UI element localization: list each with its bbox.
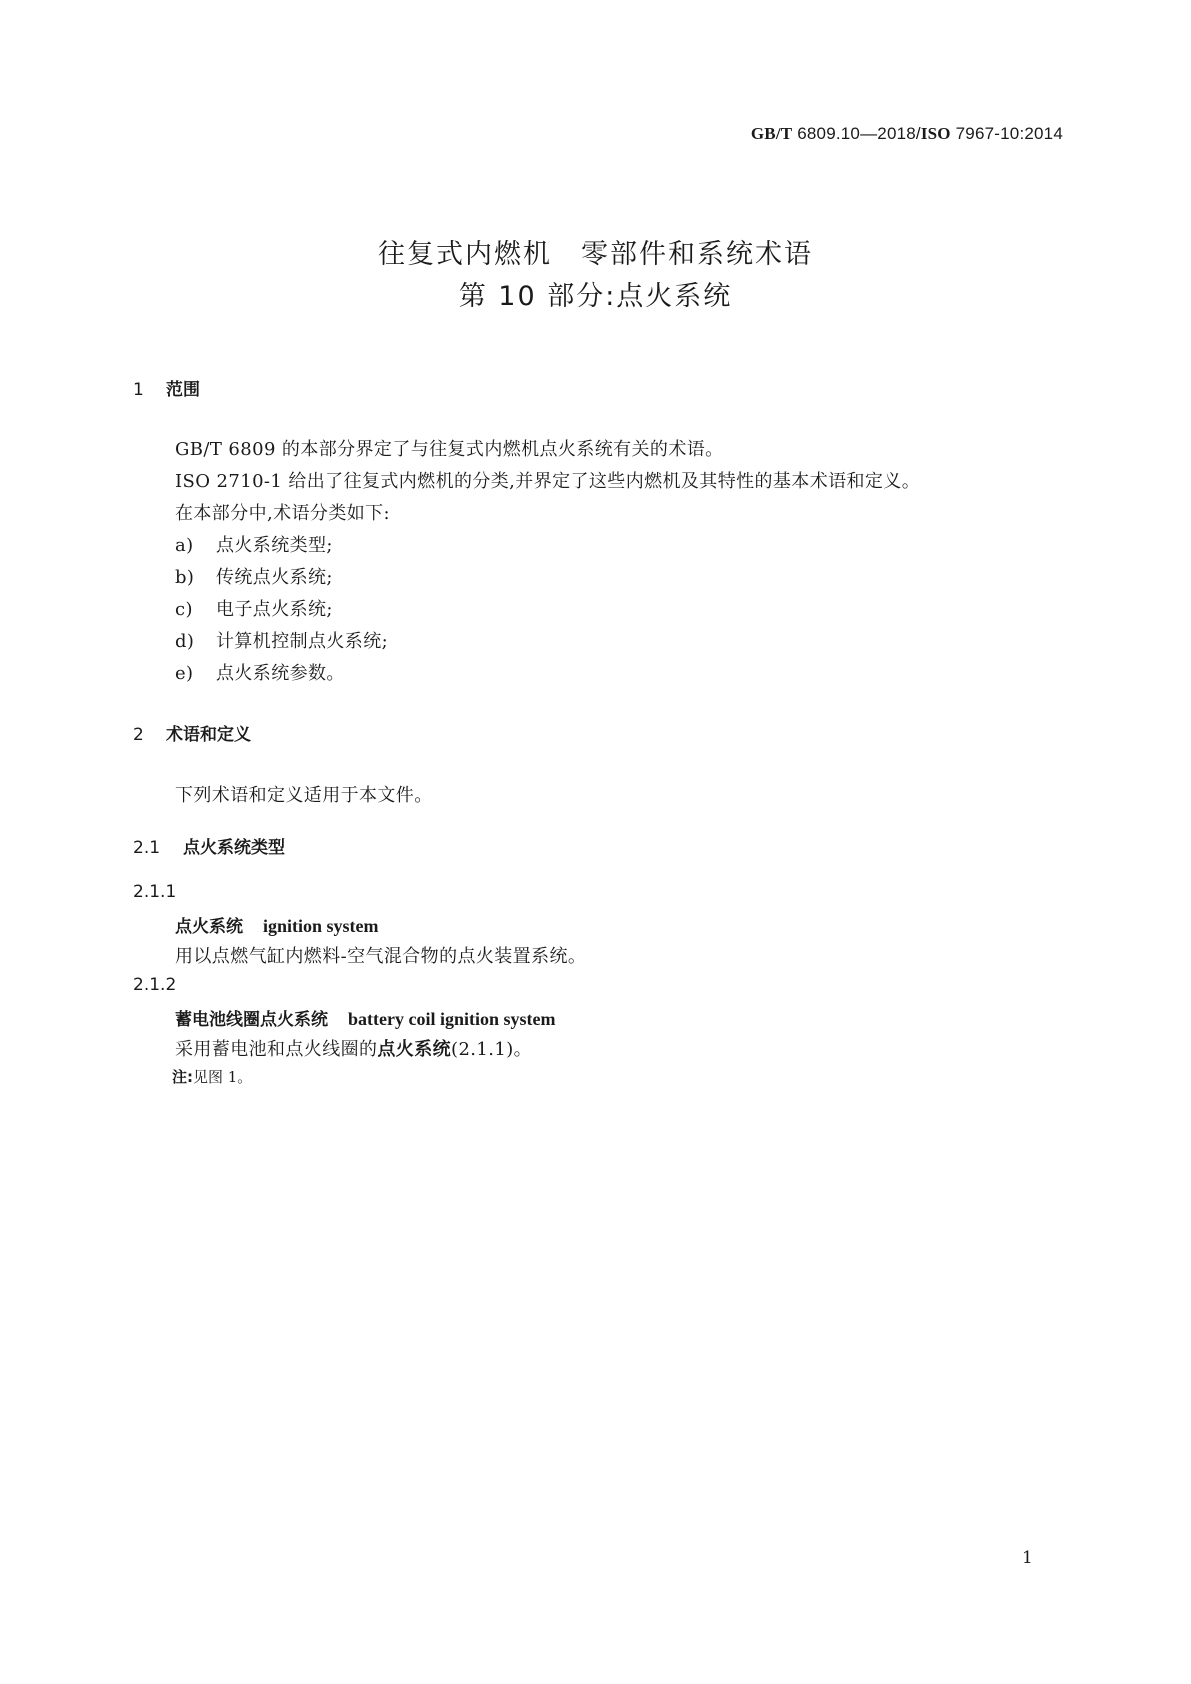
term-number: 2.1.2 [133,975,177,995]
list-text: 电子点火系统; [216,599,333,620]
term-entry [175,1005,555,1030]
subsection-title: 点火系统类型 [183,838,285,858]
code-suffix: 7967-10:2014 [950,124,1063,143]
list-label: a) [175,535,194,556]
list-item [175,627,388,653]
page-number: 1 [1022,1548,1033,1568]
term-en: ignition system [263,916,379,936]
definition-ref-number: (2.1.1)。 [451,1039,533,1060]
list-item [175,563,333,589]
list-item [175,659,345,685]
term-reference: 点火系统 [377,1039,452,1060]
note-label: 注: [172,1068,193,1086]
paragraph: 在本部分中,术语分类如下: [175,503,390,524]
code-prefix: GB/T [750,124,793,143]
note-text: 见图 1。 [193,1068,253,1086]
list-label: d) [175,631,195,652]
paragraph: GB/T 6809 的本部分界定了与往复式内燃机点火系统有关的术语。 [175,439,724,460]
subsection-number: 2.1 [133,838,161,858]
list-text: 计算机控制点火系统; [216,631,389,652]
paragraph: ISO 2710-1 给出了往复式内燃机的分类,并界定了这些内燃机及其特性的基本术语和定义。 [175,471,921,492]
standard-code [751,124,1063,144]
document-title-line2: 第 10 部分:点火系统 [458,281,733,312]
section-title: 术语和定义 [166,725,251,745]
section-title: 范围 [166,380,200,400]
code-iso: ISO [920,124,951,143]
term-zh: 蓄电池线圈点火系统 [175,1010,328,1030]
list-item [175,531,333,557]
section-heading-terms [133,720,251,745]
term-en: battery coil ignition system [348,1009,556,1029]
list-label: b) [175,567,195,588]
term-zh: 点火系统 [175,917,243,937]
definition-text: 采用蓄电池和点火线圈的 [175,1039,378,1060]
term-entry [175,912,379,937]
list-item [175,595,333,621]
list-text: 传统点火系统; [216,567,333,588]
list-text: 点火系统参数。 [216,663,345,684]
list-text: 点火系统类型; [216,535,333,556]
list-label: c) [175,599,193,620]
section-number: 2 [133,725,144,745]
note [172,1066,252,1087]
section-number: 1 [133,380,144,400]
term-definition: 用以点燃气缸内燃料-空气混合物的点火装置系统。 [175,946,587,967]
list-label: e) [175,663,194,684]
paragraph: 下列术语和定义适用于本文件。 [175,785,433,806]
code-main: 6809.10—2018/ [792,124,921,143]
section-heading-scope [133,375,200,400]
subsection-heading [133,833,285,858]
term-number: 2.1.1 [133,882,177,902]
term-definition [175,1035,532,1061]
document-title-line1: 往复式内燃机 零部件和系统术语 [378,239,813,270]
